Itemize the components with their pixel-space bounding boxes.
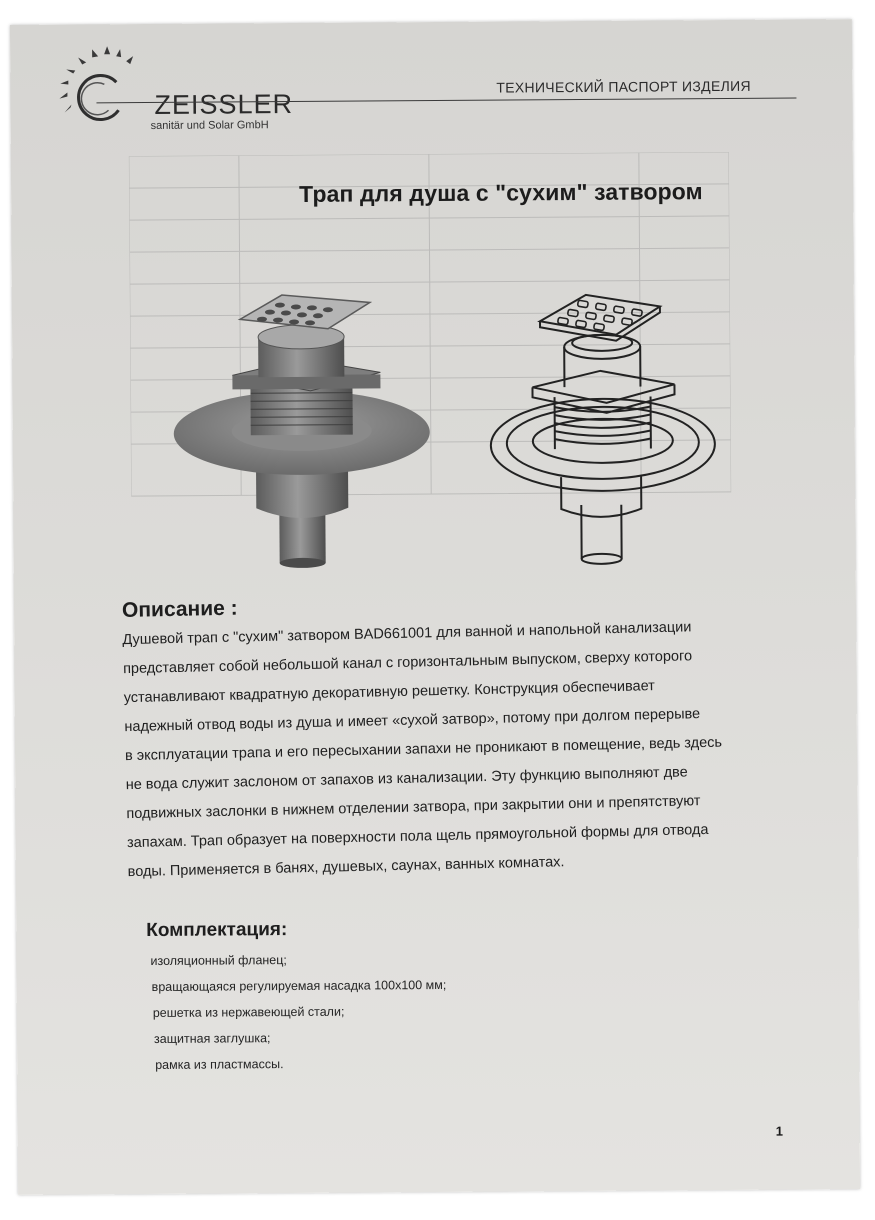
kit-item: защитная заглушка; bbox=[153, 1031, 271, 1046]
kit-item: решетка из нержавеющей стали; bbox=[152, 1004, 345, 1020]
kit-item: вращающаяся регулируемая насадка 100х100 мм; bbox=[151, 977, 447, 994]
drain-photo-icon bbox=[170, 272, 442, 574]
kit-heading: Комплектация: bbox=[146, 919, 288, 942]
description-text bbox=[122, 611, 788, 887]
kit-list bbox=[150, 946, 447, 1078]
description-line: воды. Применяется в банях, душевых, саунах, ванных комнатах. bbox=[127, 854, 565, 881]
document-page bbox=[10, 19, 860, 1195]
drain-line-drawing-icon bbox=[482, 276, 734, 568]
description-line: представляет собой небольшой канал с горизонтальным выпуском, сверху которого bbox=[122, 648, 693, 678]
description-line: не вода служит заслоном от запахов из канализации. Эту функцию выполняют две bbox=[125, 764, 688, 794]
description-line: подвижных заслонки в нижнем отделении затвора, при закрытии они и препятствуют bbox=[126, 793, 701, 823]
brand-name: ZEISSLER bbox=[154, 88, 294, 120]
brand-subtitle: sanitär und Solar GmbH bbox=[150, 119, 269, 132]
kit-item: рамка из пластмассы. bbox=[155, 1057, 284, 1072]
description-heading: Описание : bbox=[121, 596, 238, 622]
description-line: Душевой трап с "сухим" затвором BAD661001 для ванной и напольной канализации bbox=[122, 619, 692, 649]
page-title: Трап для душа с "сухим" затвором bbox=[299, 178, 703, 207]
document-type: ТЕХНИЧЕСКИЙ ПАСПОРТ ИЗДЕЛИЯ bbox=[496, 77, 751, 96]
description-line: устанавливают квадратную декоративную решетку. Конструкция обеспечивает bbox=[123, 678, 656, 707]
description-line: в эксплуатации трапа и его пересыхании запахи не проникают в помещение, ведь здесь bbox=[124, 734, 723, 765]
description-line: запахам. Трап образует на поверхности пола щель прямоугольной формы для отвода bbox=[126, 821, 709, 852]
description-line: надежный отвод воды из душа и имеет «сухой затвор», потому при долгом перерыве bbox=[124, 706, 701, 736]
kit-item: изоляционный фланец; bbox=[150, 953, 287, 968]
sun-rays-icon bbox=[56, 44, 157, 131]
page-number: 1 bbox=[775, 1123, 783, 1139]
zeissler-logo bbox=[56, 43, 294, 132]
